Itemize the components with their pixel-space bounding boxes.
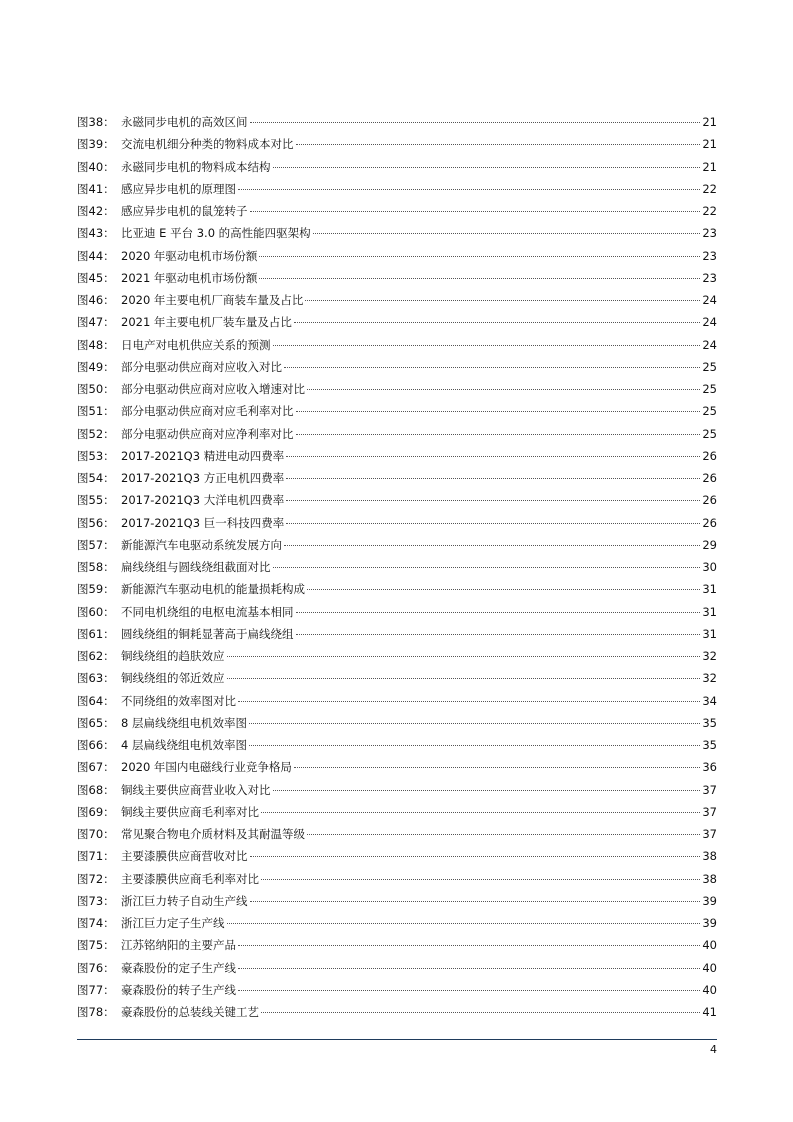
dot-leader: [307, 389, 700, 390]
figure-title: 日电产对电机供应关系的预测: [121, 337, 271, 352]
figure-page-number: 21: [702, 115, 717, 129]
figure-page-number: 24: [702, 293, 717, 307]
dot-leader: [227, 923, 701, 924]
figure-page-number: 34: [702, 693, 717, 708]
dot-leader: [296, 634, 701, 635]
dot-leader: [307, 834, 700, 835]
figure-title: 主要漆膜供应商营收对比: [121, 849, 248, 864]
figure-title: 不同电机绕组的电枢电流基本相同: [121, 604, 294, 619]
dot-leader: [305, 300, 700, 301]
dot-leader: [273, 790, 701, 791]
figure-page-number: 26: [702, 448, 717, 463]
dot-leader: [294, 322, 700, 323]
toc-entry[interactable]: [77, 224, 717, 246]
figure-page-number: 23: [702, 270, 717, 285]
dot-leader: [296, 612, 701, 613]
figure-title: 交流电机细分种类的物料成本对比: [121, 137, 294, 152]
figure-page-number: 21: [702, 159, 717, 174]
dot-leader: [273, 567, 701, 568]
figure-page-number: 32: [702, 671, 717, 686]
toc-entry[interactable]: [77, 269, 717, 291]
figure-title: 不同绕组的效率图对比: [121, 693, 236, 708]
figure-page-number: 25: [702, 359, 717, 374]
dot-leader: [249, 745, 700, 746]
figure-title: 扁线绕组与圆线绕组截面对比: [121, 560, 271, 574]
dot-leader: [249, 723, 700, 724]
figure-page-number: 29: [702, 537, 717, 552]
figure-label: 图49：: [77, 359, 115, 374]
figure-page-number: 26: [702, 493, 717, 508]
dot-leader: [261, 1012, 700, 1013]
figure-title: 浙江巨力转子自动生产线: [121, 893, 248, 908]
figure-label: 图53：: [77, 448, 115, 463]
toc-entry[interactable]: [77, 781, 717, 803]
toc-entry[interactable]: [77, 380, 717, 402]
figure-title: 豪森股份的定子生产线: [121, 960, 236, 975]
figure-title: 比亚迪 E 平台 3.0 的高性能四驱架构: [121, 226, 311, 241]
figure-label: 图61：: [77, 626, 115, 641]
toc-entry[interactable]: [77, 336, 717, 358]
figure-title: 江苏铭纳阳的主要产品: [121, 938, 236, 953]
figure-title: 圆线绕组的铜耗显著高于扁线绕组: [121, 626, 294, 641]
toc-entry[interactable]: [77, 981, 717, 1003]
figure-label: 图46：: [77, 293, 115, 307]
figure-page-number: 31: [702, 626, 717, 641]
figure-label: 图54：: [77, 471, 115, 485]
dot-leader: [286, 523, 700, 524]
figure-label: 图52：: [77, 426, 115, 441]
figure-title: 铜线绕组的邻近效应: [121, 671, 225, 686]
figure-label: 图50：: [77, 382, 115, 396]
footer-divider: [77, 1039, 717, 1040]
dot-leader: [286, 456, 700, 457]
dot-leader: [296, 411, 701, 412]
dot-leader: [227, 656, 701, 657]
figure-label: 图66：: [77, 738, 115, 752]
figure-page-number: 38: [702, 849, 717, 864]
figure-label: 图42：: [77, 204, 115, 218]
figure-label: 图62：: [77, 649, 115, 663]
dot-leader: [259, 278, 700, 279]
figure-label: 图48：: [77, 337, 115, 352]
figure-page-number: 36: [702, 760, 717, 775]
figure-page-number: 30: [702, 560, 717, 574]
figure-label: 图41：: [77, 181, 115, 196]
toc-entry[interactable]: [77, 936, 717, 958]
figure-title: 2020 年驱动电机市场份额: [121, 248, 258, 263]
figure-label: 图72：: [77, 871, 115, 886]
toc-entry[interactable]: [77, 847, 717, 869]
dot-leader: [238, 990, 700, 991]
figure-label: 图51：: [77, 404, 115, 419]
figure-page-number: 31: [702, 582, 717, 597]
toc-entry[interactable]: [77, 113, 717, 135]
toc-entry[interactable]: [77, 580, 717, 602]
figure-label: 图67：: [77, 760, 115, 775]
figure-title: 感应异步电机的原理图: [121, 181, 236, 196]
figure-title: 2017-2021Q3 大洋电机四费率: [121, 493, 285, 508]
figure-label: 图58：: [77, 560, 115, 574]
figure-title: 新能源汽车驱动电机的能量损耗构成: [121, 582, 305, 597]
figure-label: 图55：: [77, 493, 115, 508]
figure-page-number: 26: [702, 515, 717, 530]
toc-entry[interactable]: [77, 402, 717, 424]
dot-leader: [250, 901, 701, 902]
dot-leader: [286, 500, 700, 501]
toc-entry[interactable]: [77, 536, 717, 558]
dot-leader: [313, 233, 701, 234]
toc-entry[interactable]: [77, 803, 717, 825]
dot-leader: [227, 678, 701, 679]
figure-title: 永磁同步电机的高效区间: [121, 115, 248, 129]
figure-page-number: 22: [702, 181, 717, 196]
figure-page-number: 25: [702, 404, 717, 419]
toc-entry[interactable]: [77, 313, 717, 335]
figure-label: 图57：: [77, 537, 115, 552]
toc-entry[interactable]: [77, 447, 717, 469]
figure-label: 图44：: [77, 248, 115, 263]
toc-entry[interactable]: [77, 692, 717, 714]
figure-title: 新能源汽车电驱动系统发展方向: [121, 537, 282, 552]
figure-page-number: 35: [702, 715, 717, 730]
figure-page-number: 23: [702, 226, 717, 241]
figure-label: 图76：: [77, 960, 115, 975]
figure-page-number: 37: [702, 804, 717, 819]
figure-label: 图68：: [77, 782, 115, 797]
figure-page-number: 32: [702, 649, 717, 663]
figure-title: 2017-2021Q3 精进电动四费率: [121, 448, 285, 463]
dot-leader: [238, 945, 700, 946]
dot-leader: [238, 968, 700, 969]
figure-page-number: 24: [702, 337, 717, 352]
figure-label: 图69：: [77, 804, 115, 819]
toc-entry[interactable]: [77, 603, 717, 625]
toc-entry[interactable]: [77, 358, 717, 380]
figure-page-number: 40: [702, 938, 717, 953]
figure-page-number: 22: [702, 204, 717, 218]
figure-title: 浙江巨力定子生产线: [121, 916, 225, 930]
figure-page-number: 21: [702, 137, 717, 152]
toc-entry[interactable]: [77, 180, 717, 202]
figure-title: 常见聚合物电介质材料及其耐温等级: [121, 827, 305, 841]
toc-entry[interactable]: [77, 959, 717, 981]
toc-entry[interactable]: [77, 669, 717, 691]
figure-label: 图75：: [77, 938, 115, 953]
toc-entry[interactable]: [77, 914, 717, 936]
dot-leader: [250, 122, 701, 123]
figure-label: 图70：: [77, 827, 115, 841]
figure-page-number: 25: [702, 426, 717, 441]
dot-leader: [273, 345, 701, 346]
toc-entry[interactable]: [77, 135, 717, 157]
figure-page-number: 37: [702, 827, 717, 841]
figure-title: 豪森股份的总装线关键工艺: [121, 1005, 259, 1019]
figure-page-number: 31: [702, 604, 717, 619]
figure-label: 图74：: [77, 916, 115, 930]
figure-title: 4 层扁线绕组电机效率图: [121, 738, 247, 752]
figure-title: 2020 年主要电机厂商装车量及占比: [121, 293, 304, 307]
figure-label: 图63：: [77, 671, 115, 686]
toc-entry[interactable]: [77, 870, 717, 892]
dot-leader: [259, 256, 700, 257]
dot-leader: [273, 167, 701, 168]
figure-label: 图71：: [77, 849, 115, 864]
toc-entry[interactable]: [77, 202, 717, 224]
figure-title: 8 层扁线绕组电机效率图: [121, 715, 247, 730]
dot-leader: [250, 856, 701, 857]
dot-leader: [286, 478, 700, 479]
dot-leader: [261, 812, 700, 813]
figure-label: 图64：: [77, 693, 115, 708]
figure-page-number: 23: [702, 248, 717, 263]
figure-title: 主要漆膜供应商毛利率对比: [121, 871, 259, 886]
figure-label: 图78：: [77, 1005, 115, 1019]
figure-page-number: 40: [702, 982, 717, 997]
table-of-figures: [77, 113, 717, 1025]
dot-leader: [296, 144, 701, 145]
figure-title: 铜线主要供应商毛利率对比: [121, 804, 259, 819]
toc-entry[interactable]: [77, 247, 717, 269]
figure-title: 2021 年主要电机厂装车量及占比: [121, 315, 292, 330]
toc-entry[interactable]: [77, 714, 717, 736]
figure-label: 图39：: [77, 137, 115, 152]
figure-page-number: 25: [702, 382, 717, 396]
dot-leader: [294, 767, 700, 768]
toc-entry[interactable]: [77, 1003, 717, 1025]
figure-title: 2017-2021Q3 巨一科技四费率: [121, 515, 285, 530]
toc-entry[interactable]: [77, 291, 717, 313]
figure-label: 图38：: [77, 115, 115, 129]
toc-entry[interactable]: [77, 491, 717, 513]
figure-title: 铜线主要供应商营业收入对比: [121, 782, 271, 797]
figure-title: 感应异步电机的鼠笼转子: [121, 204, 248, 218]
figure-page-number: 37: [702, 782, 717, 797]
toc-entry[interactable]: [77, 625, 717, 647]
figure-page-number: 40: [702, 960, 717, 975]
figure-title: 永磁同步电机的物料成本结构: [121, 159, 271, 174]
figure-label: 图45：: [77, 270, 115, 285]
dot-leader: [261, 879, 700, 880]
figure-page-number: 39: [702, 893, 717, 908]
page-number: 4: [710, 1043, 717, 1056]
toc-entry[interactable]: [77, 158, 717, 180]
figure-label: 图65：: [77, 715, 115, 730]
toc-entry[interactable]: [77, 558, 717, 580]
toc-entry[interactable]: [77, 758, 717, 780]
dot-leader: [250, 211, 701, 212]
dot-leader: [238, 189, 700, 190]
figure-label: 图60：: [77, 604, 115, 619]
toc-entry[interactable]: [77, 825, 717, 847]
figure-label: 图43：: [77, 226, 115, 241]
figure-page-number: 26: [702, 471, 717, 485]
dot-leader: [307, 589, 700, 590]
figure-label: 图73：: [77, 893, 115, 908]
figure-page-number: 35: [702, 738, 717, 752]
toc-entry[interactable]: [77, 514, 717, 536]
figure-title: 铜线绕组的趋肤效应: [121, 649, 225, 663]
figure-title: 2021 年驱动电机市场份额: [121, 270, 258, 285]
toc-entry[interactable]: [77, 425, 717, 447]
figure-label: 图47：: [77, 315, 115, 330]
figure-title: 2017-2021Q3 方正电机四费率: [121, 471, 285, 485]
toc-entry[interactable]: [77, 647, 717, 669]
figure-page-number: 41: [702, 1005, 717, 1019]
figure-page-number: 38: [702, 871, 717, 886]
figure-title: 部分电驱动供应商对应净利率对比: [121, 426, 294, 441]
figure-title: 部分电驱动供应商对应收入增速对比: [121, 382, 305, 396]
toc-entry[interactable]: [77, 736, 717, 758]
figure-label: 图40：: [77, 159, 115, 174]
dot-leader: [238, 701, 700, 702]
figure-label: 图77：: [77, 982, 115, 997]
figure-page-number: 24: [702, 315, 717, 330]
dot-leader: [284, 367, 700, 368]
figure-page-number: 39: [702, 916, 717, 930]
toc-entry[interactable]: [77, 469, 717, 491]
dot-leader: [296, 434, 701, 435]
figure-label: 图56：: [77, 515, 115, 530]
figure-title: 部分电驱动供应商对应收入对比: [121, 359, 282, 374]
figure-title: 2020 年国内电磁线行业竞争格局: [121, 760, 292, 775]
figure-title: 部分电驱动供应商对应毛利率对比: [121, 404, 294, 419]
dot-leader: [284, 545, 700, 546]
toc-entry[interactable]: [77, 892, 717, 914]
figure-title: 豪森股份的转子生产线: [121, 982, 236, 997]
figure-label: 图59：: [77, 582, 115, 597]
